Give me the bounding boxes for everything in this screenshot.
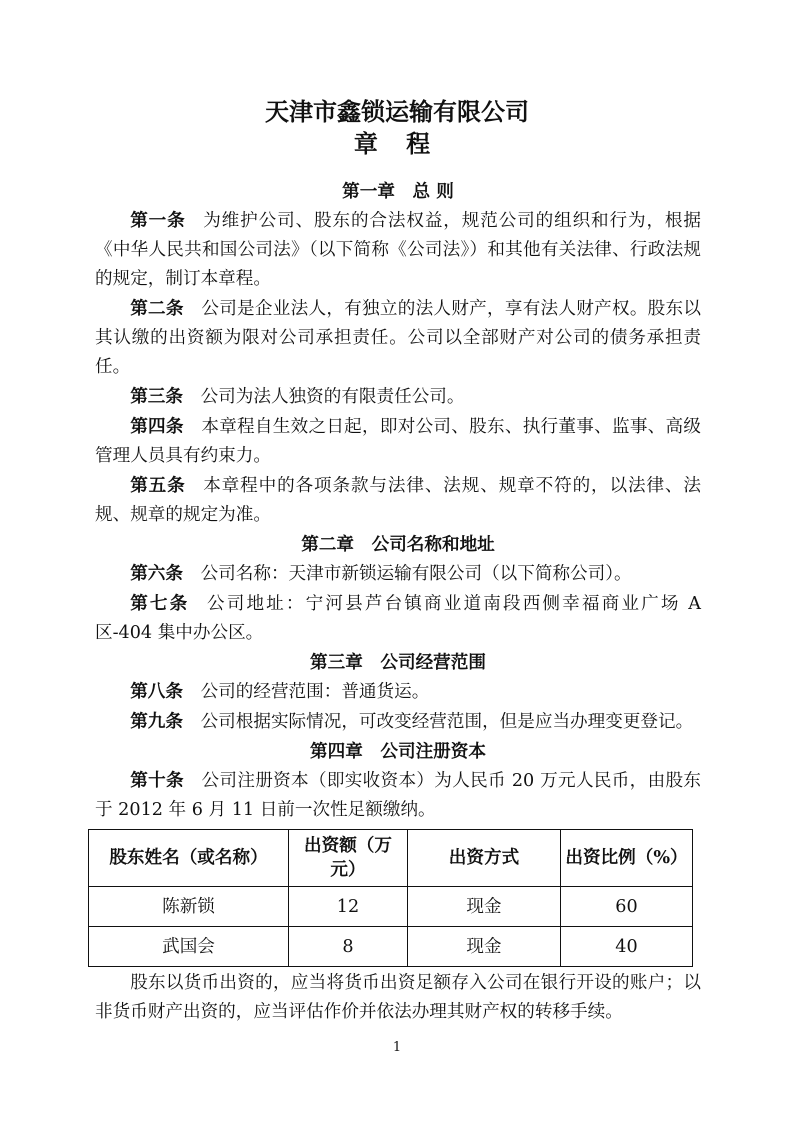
article-label: 第九条 [130,711,183,732]
column-header: 出资方式 [408,830,561,887]
article [95,677,701,707]
chapter-heading: 第四章 公司注册资本 [310,741,486,762]
article-label: 第五条 [130,475,186,496]
column-header: 股东姓名（或名称） [89,830,289,887]
document-title: 天津市鑫锁运输有限公司 [265,97,529,126]
table-cell: 8 [289,927,408,967]
article-label: 第四条 [130,416,184,437]
table-cell: 武国会 [89,927,289,967]
article [95,707,701,737]
article-text: 公司名称：天津市新锁运输有限公司（以下简称公司）。 [200,564,632,584]
article-text: 本章程中的各项条款与法律、法规、规章不符的，以法律、法规、规章的规定为准。 [95,476,701,525]
article-label: 第一条 [130,210,186,231]
table-cell: 60 [561,887,693,927]
closing-paragraph: 股东以货币出资的，应当将货币出资足额存入公司在银行开设的账户；以非货币财产出资的，应当评估作价并依法办理其财产权的转移手续。 [95,973,701,1022]
article [95,382,701,412]
article-label: 第七条 [130,593,190,614]
page-number: 1 [392,1040,402,1055]
column-header: 出资额（万元） [289,830,408,887]
table-row [89,927,693,967]
article-text: 公司注册资本（即实收资本）为人民币 20 万元人民币，由股东于 2012 年 6 月 11 日前一次性足额缴纳。 [95,771,701,820]
chapter-heading: 第一章 总 则 [342,181,454,202]
article [95,412,701,471]
article-label: 第二条 [130,298,184,319]
article-text: 公司根据实际情况，可改变经营范围，但是应当办理变更登记。 [200,712,694,732]
table-row [89,887,693,927]
article [95,206,701,294]
article [95,471,701,530]
chapter-heading: 第二章 公司名称和地址 [301,534,495,555]
article [95,559,701,589]
chapter-heading: 第三章 公司经营范围 [310,652,486,673]
article-label: 第八条 [130,681,183,702]
table-cell: 现金 [408,887,561,927]
article-label: 第三条 [130,386,183,407]
table-cell: 陈新锁 [89,887,289,927]
article-text: 公司的经营范围：普通货运。 [200,682,430,702]
article [95,589,701,648]
column-header: 出资比例（%） [561,830,693,887]
table-cell: 现金 [408,927,561,967]
article-text: 本章程自生效之日起，即对公司、股东、执行董事、监事、高级管理人员具有约束力。 [95,417,701,466]
document-body [95,177,701,1027]
article-text: 公司为法人独资的有限责任公司。 [200,387,465,407]
article [95,294,701,382]
document-subtitle: 章 程 [353,129,441,158]
shareholder-table [88,829,693,967]
article-text: 为维护公司、股东的合法权益，规范公司的组织和行为，根据《中华人民共和国公司法》（以下简称《公司法》）和其他有关法律、行政法规的规定，制订本章程。 [95,211,701,289]
article-text: 公司地址：宁河县芦台镇商业道南段西侧幸福商业广场 A 区-404 集中办公区。 [95,594,701,643]
article-text: 公司是企业法人，有独立的法人财产，享有法人财产权。股东以其认缴的出资额为限对公司承担责任。公司以全部财产对公司的债务承担责任。 [95,299,701,377]
article-label: 第六条 [130,563,183,584]
article-label: 第十条 [130,770,184,791]
table-cell: 40 [561,927,693,967]
table-cell: 12 [289,887,408,927]
article [95,766,701,825]
table-header-row [89,830,693,887]
